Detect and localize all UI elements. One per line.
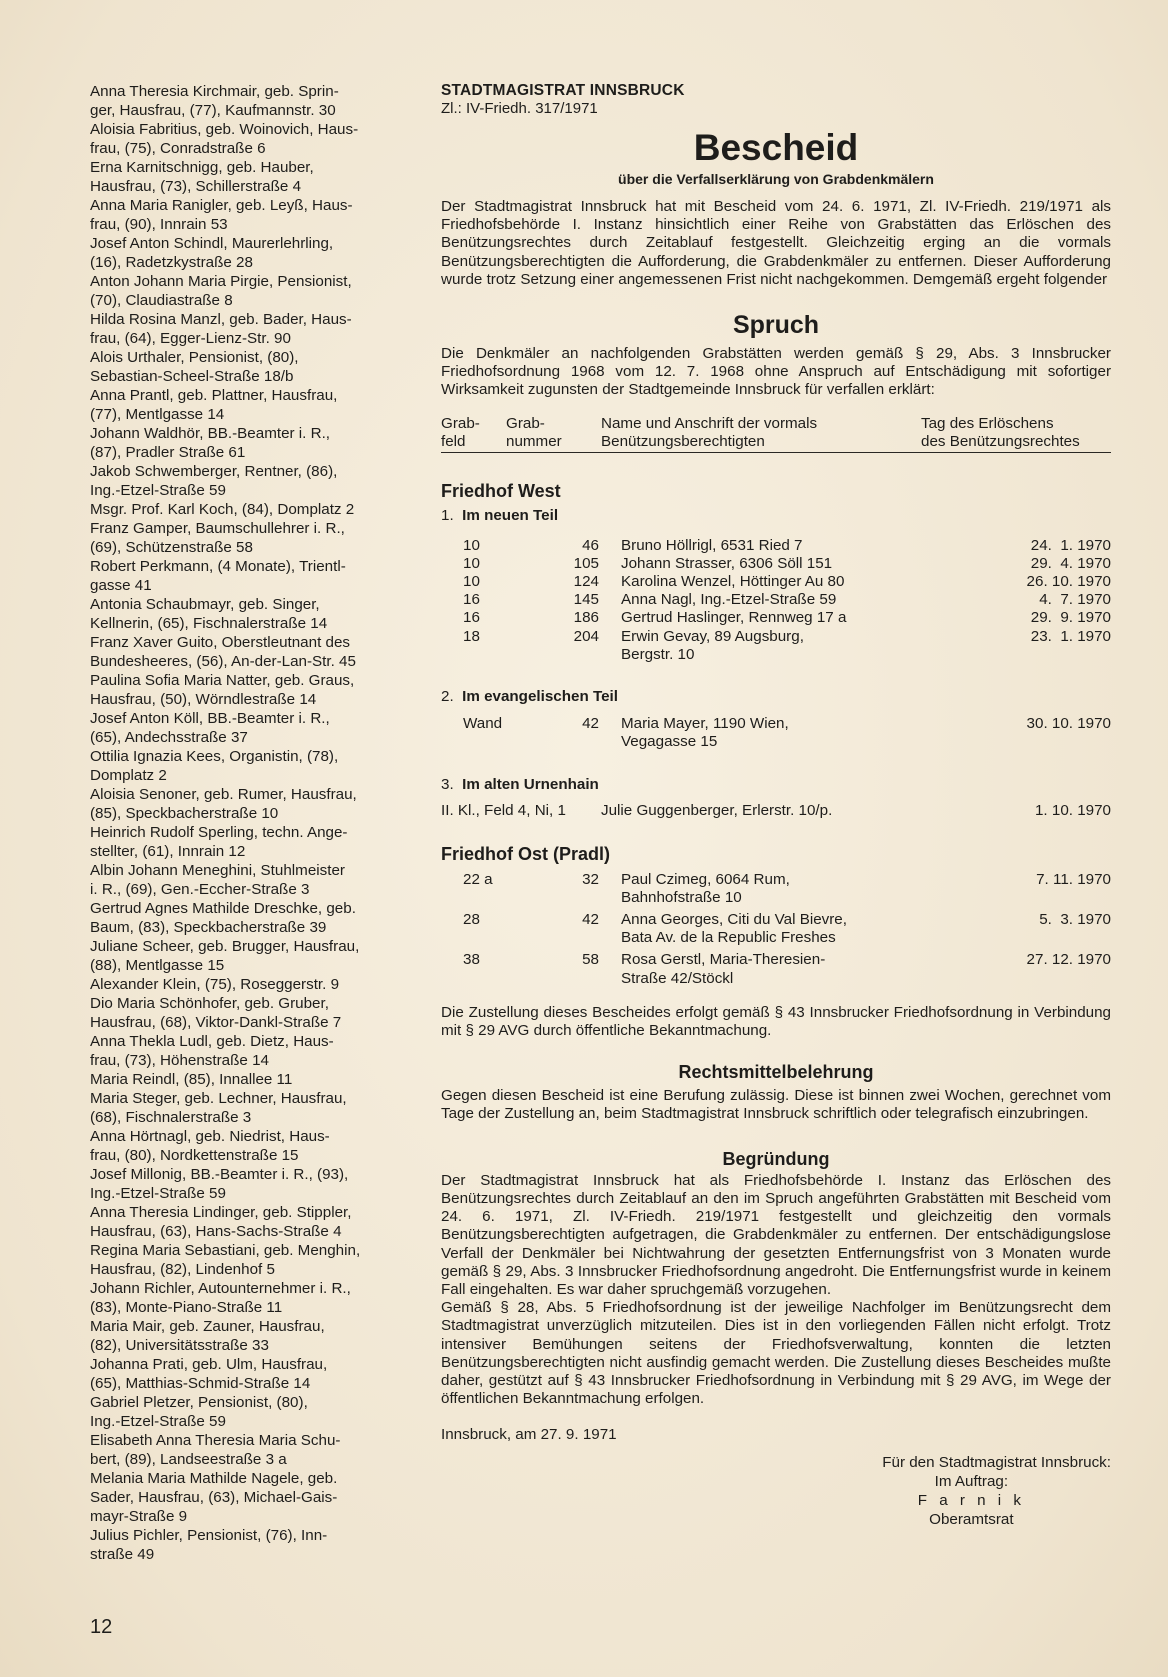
grave-number: 32	[582, 870, 599, 888]
obituary-line: Maria Steger, geb. Lechner, Hausfrau,	[90, 1090, 347, 1107]
rechtsmittel-paragraph: Gegen diesen Bescheid ist eine Berufung zulässig. Diese ist binnen zwei Wochen, gerechnet vom Tage der Zustellung an, beim Stadtmagistrat Innsbruck schriftlich oder telegrafisch einzubringen.	[441, 1087, 1111, 1123]
obituary-entry	[90, 1279, 410, 1317]
grave-field: 10	[463, 554, 480, 572]
obituary-line: (65), Andechsstraße 37	[90, 729, 248, 746]
section-heading: 3. Im alten Urnenhain	[441, 776, 599, 794]
obituary-line: Ottilia Ignazia Kees, Organistin, (78),	[90, 748, 339, 765]
obituary-entry	[90, 1393, 410, 1431]
section-heading: 2. Im evangelischen Teil	[441, 688, 618, 706]
obituary-entry	[90, 386, 410, 424]
expiry-date: 5. 3. 1970	[1039, 911, 1111, 929]
notice-column	[441, 82, 1111, 1529]
obituary-entry	[90, 120, 410, 158]
holder-name: Anna Georges, Citi du Val Bievre, Bata Av. de la Republic Freshes	[621, 911, 847, 947]
obituary-line: Regina Maria Sebastiani, geb. Menghin,	[90, 1242, 361, 1259]
obituary-line: Melania Maria Mathilde Nagele, geb.	[90, 1470, 338, 1487]
obituary-line: Josef Millonig, BB.-Beamter i. R., (93),	[90, 1166, 349, 1183]
obituary-line: Msgr. Prof. Karl Koch, (84), Domplatz 2	[90, 501, 355, 518]
obituary-line: Alexander Klein, (75), Roseggerstr. 9	[90, 976, 340, 993]
obituary-line: Anna Theresia Lindinger, geb. Stippler,	[90, 1204, 352, 1221]
obituary-entry	[90, 937, 410, 975]
obituary-line: straße 49	[90, 1546, 155, 1563]
table-row	[441, 609, 1111, 627]
grave-number: 204	[573, 627, 599, 645]
expiry-date: 29. 4. 1970	[1030, 554, 1111, 572]
obituary-entry	[90, 747, 410, 785]
obituary-entry	[90, 823, 410, 861]
obituary-entry	[90, 1089, 410, 1127]
holder-name: Gertrud Haslinger, Rennweg 17 a	[621, 609, 847, 627]
obituary-entry	[90, 595, 410, 633]
obituary-line: Hausfrau, (82), Lindenhof 5	[90, 1261, 275, 1278]
grave-field: 38	[463, 951, 480, 969]
expiry-date: 24. 1. 1970	[1030, 536, 1111, 554]
obituary-line: Johann Waldhör, BB.-Beamter i. R.,	[90, 425, 331, 442]
table-row	[441, 628, 1111, 664]
obituary-line: Ing.-Etzel-Straße 59	[90, 482, 226, 499]
obituary-entry	[90, 1070, 410, 1089]
obituary-entry	[90, 272, 410, 310]
grave-table-west-evangelic	[441, 715, 1111, 751]
obituary-line: (70), Claudiastraße 8	[90, 292, 233, 309]
table-row	[441, 871, 1111, 911]
begruendung-paragraph-1: Der Stadtmagistrat Innsbruck hat als Friedhofsbehörde I. Instanz das Erlöschen des Benützungsrechtes durch Zeitablauf an den im Spruch angeführten Grabstätten mit Bescheid vom 24. 6. 1971, Zl. IV-Friedh. 219/1971 festgestellt und gleichzeitig den vormals Benützungsberechtigten aufgetragen, die Grabdenkmäler zu entfernen. Der entschädigungslose Verfall der Denkmäler bei Nichtwahrung der gesetzten Entfernungsfrist von 3 Monaten wurde gemäß § 29, Abs. 3 Innsbrucker Friedhofsordnung angedroht. Die Entfernungsfrist wurde in keinem Fall eingehalten. Es war daher spruchgemäß vorzugehen.	[441, 1171, 1111, 1298]
expiry-date: 29. 9. 1970	[1030, 609, 1111, 627]
obituary-entry	[90, 975, 410, 994]
obituary-line: Gertrud Agnes Mathilde Dreschke, geb.	[90, 900, 356, 917]
grave-number: 46	[582, 536, 599, 554]
begruendung-heading: Begründung	[722, 1148, 830, 1169]
obituary-line: Bundesheeres, (56), An-der-Lan-Str. 45	[90, 653, 356, 670]
table-row	[441, 573, 1111, 591]
obituary-entry	[90, 1032, 410, 1070]
obituary-line: Sebastian-Scheel-Straße 18/b	[90, 368, 294, 385]
obituary-line: frau, (75), Conradstraße 6	[90, 140, 266, 157]
obituary-entry	[90, 234, 410, 272]
grave-field: 10	[463, 536, 480, 554]
obituary-line: Albin Johann Meneghini, Stuhlmeister	[90, 862, 345, 879]
grave-field: 18	[463, 627, 480, 645]
obituary-line: Johanna Prati, geb. Ulm, Hausfrau,	[90, 1356, 328, 1373]
section-heading: 1. Im neuen Teil	[441, 506, 559, 524]
document-subtitle: über die Verfallserklärung von Grabdenkmälern	[618, 171, 934, 187]
obituary-line: (69), Schützenstraße 58	[90, 539, 253, 556]
col-grabnummer: Grab- nummer	[506, 414, 562, 451]
obituary-line: Baum, (83), Speckbacherstraße 39	[90, 919, 327, 936]
reference-number: Zl.: IV-Friedh. 317/1971	[441, 100, 598, 117]
obituary-line: frau, (73), Höhenstraße 14	[90, 1052, 269, 1069]
grave-location: II. Kl., Feld 4, Ni, 1	[441, 802, 566, 820]
obituary-line: Kellnerin, (65), Fischnalerstraße 14	[90, 615, 328, 632]
obituary-entry	[90, 861, 410, 899]
obituary-line: Erna Karnitschnigg, geb. Hauber,	[90, 159, 314, 176]
cemetery-ost-heading: Friedhof Ost (Pradl)	[441, 843, 611, 864]
holder-name: Bruno Höllrigl, 6531 Ried 7	[621, 536, 803, 554]
authority-header: STADTMAGISTRAT INNSBRUCK	[441, 82, 685, 99]
grave-field: 16	[463, 609, 480, 627]
obituary-entry	[90, 424, 410, 462]
table-column-headers	[441, 412, 1111, 453]
obituary-line: Anton Johann Maria Pirgie, Pensionist,	[90, 273, 352, 290]
obituary-entry	[90, 1526, 410, 1564]
obituary-entry	[90, 1203, 410, 1241]
page-number: 12	[90, 1616, 113, 1638]
grave-number: 42	[582, 715, 599, 733]
obituary-line: Maria Mair, geb. Zauner, Hausfrau,	[90, 1318, 325, 1335]
grave-number: 58	[582, 951, 599, 969]
expiry-date: 23. 1. 1970	[1030, 627, 1111, 645]
grave-table-west-new	[441, 537, 1111, 664]
obituary-line: Heinrich Rudolf Sperling, techn. Ange-	[90, 824, 348, 841]
obituary-entry	[90, 82, 410, 120]
grave-field: 28	[463, 911, 480, 929]
holder-name: Johann Strasser, 6306 Söll 151	[621, 554, 833, 572]
holder-name: Anna Nagl, Ing.-Etzel-Straße 59	[621, 591, 837, 609]
grave-number: 145	[573, 591, 599, 609]
obituary-entry	[90, 1165, 410, 1203]
obituary-line: frau, (64), Egger-Lienz-Str. 90	[90, 330, 291, 347]
table-row	[441, 555, 1111, 573]
obituary-line: ger, Hausfrau, (77), Kaufmannstr. 30	[90, 102, 336, 119]
obituary-line: Ing.-Etzel-Straße 59	[90, 1413, 226, 1430]
obituary-line: Jakob Schwemberger, Rentner, (86),	[90, 463, 338, 480]
obituary-line: Juliane Scheer, geb. Brugger, Hausfrau,	[90, 938, 360, 955]
holder-name: Erwin Gevay, 89 Augsburg, Bergstr. 10	[621, 627, 804, 663]
obituary-line: Dio Maria Schönhofer, geb. Gruber,	[90, 995, 329, 1012]
grave-number: 186	[573, 609, 599, 627]
grave-number: 42	[582, 911, 599, 929]
obituary-line: (77), Mentlgasse 14	[90, 406, 225, 423]
obituary-line: Anna Prantl, geb. Plattner, Hausfrau,	[90, 387, 338, 404]
obituary-line: Hausfrau, (50), Wörndlestraße 14	[90, 691, 317, 708]
obituary-line: Alois Urthaler, Pensionist, (80),	[90, 349, 299, 366]
intro-paragraph: Der Stadtmagistrat Innsbruck hat mit Bescheid vom 24. 6. 1971, Zl. IV-Friedh. 219/1971 als Friedhofsbehörde I. Instanz hinsichtlich einer Reihe von Grabstätten das Erlöschen des Benützungsrechtes durch Zeitablauf festgestellt. Gleichzeitig erging an die vormals Benützungsberechtigten die Aufforderung, die Grabdenkmäler zu entfernen. Dieser Aufforderung wurde trotz Setzung einer angemessenen Frist nicht nachgekommen. Demgemäß ergeht folgender	[441, 198, 1111, 288]
obituary-line: Hilda Rosina Manzl, geb. Bader, Haus-	[90, 311, 352, 328]
obituary-line: (68), Fischnalerstraße 3	[90, 1109, 252, 1126]
obituary-line: frau, (90), Innrain 53	[90, 216, 228, 233]
obituary-line: Robert Perkmann, (4 Monate), Trientl-	[90, 558, 346, 575]
obituary-line: bert, (89), Landseestraße 3 a	[90, 1451, 287, 1468]
rechtsmittel-heading: Rechtsmittelbelehrung	[678, 1062, 874, 1083]
zustellung-paragraph: Die Zustellung dieses Bescheides erfolgt gemäß § 43 Innsbrucker Friedhofsordnung in Verbindung mit § 29 AVG durch öffentliche Bekanntmachung.	[441, 1003, 1111, 1040]
obituary-line: frau, (80), Nordkettenstraße 15	[90, 1147, 299, 1164]
obituary-entry	[90, 709, 410, 747]
obituary-line: Gabriel Pletzer, Pensionist, (80),	[90, 1394, 308, 1411]
obituary-entry	[90, 899, 410, 937]
spruch-heading: Spruch	[732, 311, 820, 340]
obituary-line: Johann Richler, Autounternehmer i. R.,	[90, 1280, 351, 1297]
obituary-line: Paulina Sofia Maria Natter, geb. Graus,	[90, 672, 355, 689]
obituary-line: Anna Theresia Kirchmair, geb. Sprin-	[90, 83, 339, 100]
obituary-line: Josef Anton Schindl, Maurerlehrling,	[90, 235, 334, 252]
obituary-line: (88), Mentlgasse 15	[90, 957, 225, 974]
grave-number: 124	[573, 573, 599, 591]
table-row	[441, 537, 1111, 555]
obituary-line: Anna Hörtnagl, geb. Niedrist, Haus-	[90, 1128, 330, 1145]
obituary-entry	[90, 994, 410, 1032]
grave-table-ost	[441, 871, 1111, 992]
obituary-line: Hausfrau, (68), Viktor-Dankl-Straße 7	[90, 1014, 342, 1031]
grave-number: 105	[573, 554, 599, 572]
table-row	[441, 911, 1111, 951]
col-tag: Tag des Erlöschens des Benützungsrechtes	[921, 414, 1080, 451]
obituary-entry	[90, 671, 410, 709]
obituary-entry	[90, 1127, 410, 1165]
date-line: Innsbruck, am 27. 9. 1971	[441, 1426, 617, 1444]
signatory-rank: Oberamtsrat	[929, 1510, 1014, 1528]
obituary-line: (82), Universitätsstraße 33	[90, 1337, 269, 1354]
obituary-line: (85), Speckbacherstraße 10	[90, 805, 279, 822]
obituary-line: Domplatz 2	[90, 767, 167, 784]
obituary-line: mayr-Straße 9	[90, 1508, 188, 1525]
expiry-date: 26. 10. 1970	[1026, 573, 1111, 591]
obituary-line: stellter, (61), Innrain 12	[90, 843, 246, 860]
obituary-line: (65), Matthias-Schmid-Straße 14	[90, 1375, 311, 1392]
obituary-line: gasse 41	[90, 577, 152, 594]
begruendung-paragraph-2: Gemäß § 28, Abs. 5 Friedhofsordnung ist der jeweilige Nachfolger im Benützungsrecht dem Stadtmagistrat unverzüglich mitzuteilen. Dies ist in den vorliegenden Fällen nicht erfolgt. Trotz intensiver Bemühungen seitens der Friedhofsverwaltung, konnten die letzten Benützungsberechtigten nicht ausfindig gemacht werden. Die Zustellung dieses Bescheides mußte daher, gestützt auf § 43 Innsbrucker Friedhofsordnung in Verbindung mit § 29 AVG, im Wege der öffentlichen Bekanntmachung erfolgen.	[441, 1299, 1111, 1408]
obituary-line: Anna Maria Ranigler, geb. Leyß, Haus-	[90, 197, 353, 214]
obituary-entry	[90, 519, 410, 557]
table-row	[441, 591, 1111, 609]
obituary-line: (83), Monte-Piano-Straße 11	[90, 1299, 283, 1316]
obituary-entry	[90, 158, 410, 196]
obituary-line: (16), Radetzkystraße 28	[90, 254, 253, 271]
expiry-date: 7. 11. 1970	[1036, 870, 1111, 888]
grave-table-west-urn	[441, 802, 1111, 820]
obituary-line: Aloisia Senoner, geb. Rumer, Hausfrau,	[90, 786, 357, 803]
signature-line-1: Für den Stadtmagistrat Innsbruck:	[882, 1453, 1111, 1471]
obituary-line: Maria Reindl, (85), Innallee 11	[90, 1071, 293, 1088]
obituary-line: Hausfrau, (73), Schillerstraße 4	[90, 178, 302, 195]
expiry-date: 4. 7. 1970	[1039, 591, 1111, 609]
signatory-name: F a r n i k	[917, 1491, 1025, 1509]
obituary-line: Aloisia Fabritius, geb. Woinovich, Haus-	[90, 121, 359, 138]
obituary-entry	[90, 500, 410, 519]
obituary-line: i. R., (69), Gen.-Eccher-Straße 3	[90, 881, 310, 898]
obituary-entry	[90, 633, 410, 671]
obituary-entry	[90, 196, 410, 234]
obituary-line: Antonia Schaubmayr, geb. Singer,	[90, 596, 320, 613]
obituary-line: Hausfrau, (63), Hans-Sachs-Straße 4	[90, 1223, 342, 1240]
obituary-entry	[90, 462, 410, 500]
obituary-entry	[90, 1241, 410, 1279]
holder-name: Julie Guggenberger, Erlerstr. 10/p.	[601, 802, 833, 820]
table-row	[441, 951, 1111, 991]
obituary-line: Franz Xaver Guito, Oberstleutnant des	[90, 634, 351, 651]
table-row	[441, 715, 1111, 751]
grave-field: Wand	[463, 715, 503, 733]
obituary-line: Franz Gamper, Baumschullehrer i. R.,	[90, 520, 345, 537]
obituary-line: (87), Pradler Straße 61	[90, 444, 246, 461]
grave-field: 10	[463, 573, 480, 591]
obituary-line: Sader, Hausfrau, (63), Michael-Gais-	[90, 1489, 338, 1506]
obituary-entry	[90, 557, 410, 595]
spruch-paragraph: Die Denkmäler an nachfolgenden Grabstätten werden gemäß § 29, Abs. 3 Innsbrucker Friedhofsordnung 1968 vom 12. 7. 1968 ohne Anspruch auf Entschädigung mit sofortiger Wirksamkeit zugunsten der Stadtgemeinde Innsbruck für verfallen erklärt:	[441, 345, 1111, 399]
table-row	[441, 802, 1111, 820]
document-title: Bescheid	[693, 127, 859, 168]
expiry-date: 27. 12. 1970	[1026, 951, 1111, 969]
cemetery-west-heading: Friedhof West	[441, 480, 561, 501]
expiry-date: 30. 10. 1970	[1026, 715, 1111, 733]
obituary-line: Julius Pichler, Pensionist, (76), Inn-	[90, 1527, 328, 1544]
obituary-line: Josef Anton Köll, BB.-Beamter i. R.,	[90, 710, 330, 727]
signature-block	[441, 1453, 1111, 1529]
obituary-entry	[90, 785, 410, 823]
holder-name: Rosa Gerstl, Maria-Theresien- Straße 42/Stöckl	[621, 951, 826, 987]
expiry-date: 1. 10. 1970	[1034, 802, 1111, 820]
signature-line-2: Im Auftrag:	[934, 1472, 1009, 1490]
obituary-line: Ing.-Etzel-Straße 59	[90, 1185, 226, 1202]
col-grabfeld: Grab- feld	[441, 414, 480, 451]
obituary-entry	[90, 1317, 410, 1355]
obituary-entry	[90, 1355, 410, 1393]
col-name: Name und Anschrift der vormals Benützungsberechtigten	[601, 414, 818, 451]
holder-name: Maria Mayer, 1190 Wien, Vegagasse 15	[621, 715, 789, 751]
obituary-entry	[90, 348, 410, 386]
holder-name: Karolina Wenzel, Höttinger Au 80	[621, 573, 845, 591]
grave-field: 16	[463, 591, 480, 609]
obituary-line: Anna Thekla Ludl, geb. Dietz, Haus-	[90, 1033, 334, 1050]
obituary-entry	[90, 1431, 410, 1469]
obituary-line: Elisabeth Anna Theresia Maria Schu-	[90, 1432, 341, 1449]
holder-name: Paul Czimeg, 6064 Rum, Bahnhofstraße 10	[621, 870, 790, 906]
obituary-entry	[90, 310, 410, 348]
obituary-entry	[90, 1469, 410, 1526]
obituary-list	[90, 82, 410, 1564]
grave-field: 22 a	[463, 870, 493, 888]
